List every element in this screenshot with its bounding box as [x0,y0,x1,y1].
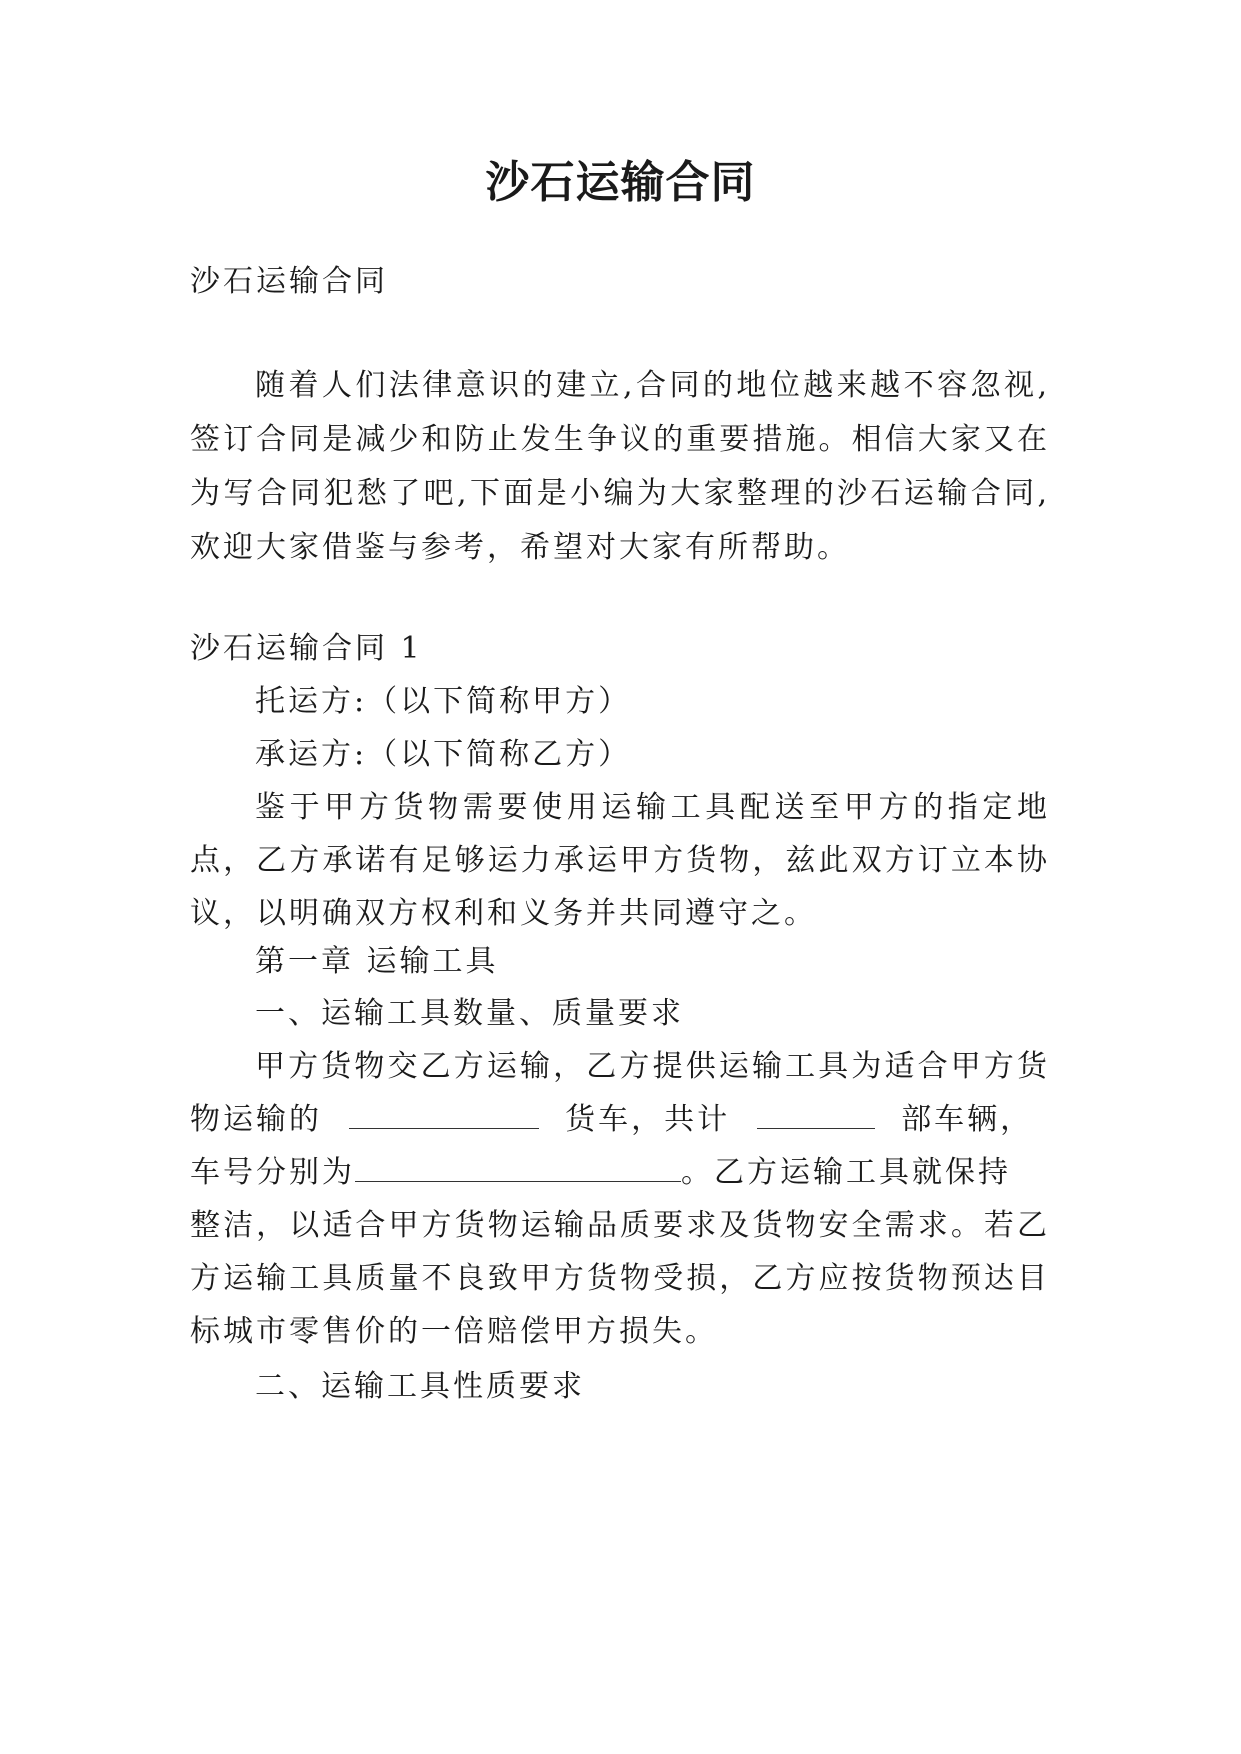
preamble-line-2: 点，乙方承诺有足够运力承运甲方货物，兹此双方订立本协 [190,843,1050,878]
clause-heading-2: 二、运输工具性质要求 [255,1369,585,1404]
document-title: 沙石运输合同 [485,157,756,208]
consignor-line: 托运方:（以下简称甲方） [255,684,632,719]
clause-line-3-text-b: 。乙方运输工具就保持 [681,1155,1011,1190]
plate-number-blank[interactable] [355,1153,681,1182]
clause-line-2-text-b: 货车，共计 [565,1102,731,1137]
clause-line-5: 方运输工具质量不良致甲方货物受损，乙方应按货物预达目 [190,1261,1050,1296]
truck-type-blank[interactable] [349,1100,539,1129]
clause-line-6: 标城市零售价的一倍赔偿甲方损失。 [190,1314,718,1349]
intro-line-2: 签订合同是减少和防止发生争议的重要措施。相信大家又在 [190,422,1050,457]
document-subtitle: 沙石运输合同 [190,264,388,299]
clause-line-2 [190,1100,1050,1140]
intro-line-3: 为写合同犯愁了吧,下面是小编为大家整理的沙石运输合同, [190,476,1050,511]
vehicle-count-blank[interactable] [757,1100,875,1129]
clause-line-1: 甲方货物交乙方运输，乙方提供运输工具为适合甲方货 [255,1049,1050,1084]
intro-line-4: 欢迎大家借鉴与参考，希望对大家有所帮助。 [190,530,850,565]
section-heading: 沙石运输合同 1 [190,631,423,666]
carrier-line: 承运方:（以下简称乙方） [255,737,632,772]
preamble-line-1: 鉴于甲方货物需要使用运输工具配送至甲方的指定地 [255,790,1050,825]
clause-line-3 [190,1153,1050,1193]
clause-line-3-text-a: 车号分别为 [190,1155,355,1190]
clause-line-2-text-c: 部车辆， [901,1102,1034,1137]
clause-line-4: 整洁，以适合甲方货物运输品质要求及货物安全需求。若乙 [190,1208,1050,1243]
preamble-line-3: 议，以明确双方权利和义务并共同遵守之。 [190,896,817,931]
clause-line-2-text-a: 物运输的 [190,1102,322,1137]
clause-heading-1: 一、运输工具数量、质量要求 [255,996,684,1031]
intro-line-1: 随着人们法律意识的建立,合同的地位越来越不容忽视, [255,368,1050,403]
chapter-heading: 第一章 运输工具 [255,944,499,979]
